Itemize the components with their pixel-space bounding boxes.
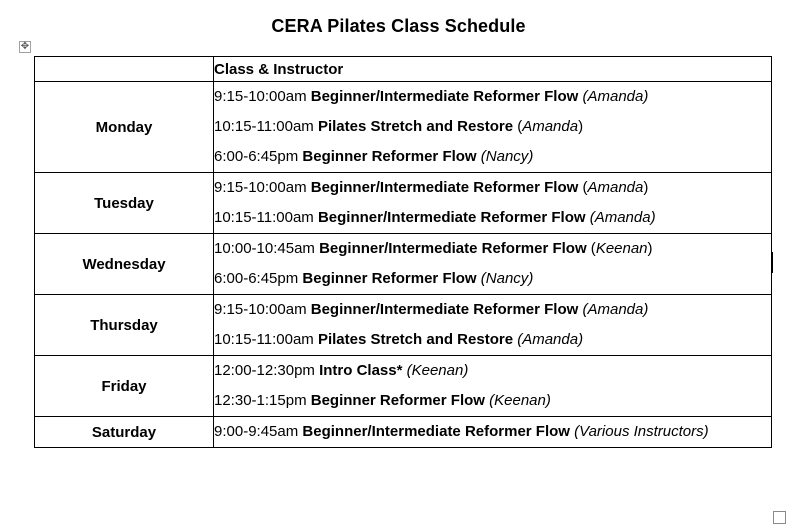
instructor-open-paren: ( (476, 148, 486, 165)
class-name: Beginner Reformer Flow (302, 270, 477, 287)
instructor-close-paren: ) (578, 118, 584, 135)
move-arrows-icon[interactable]: ✥ (20, 41, 30, 52)
class-instructor: Various Instructors (579, 423, 704, 440)
instructor-open-paren: ( (402, 362, 412, 379)
instructor-open-paren: ( (513, 118, 523, 135)
class-entry (214, 325, 771, 355)
instructor-open-paren: ( (513, 331, 523, 348)
instructor-close-paren: ) (643, 301, 649, 318)
day-row-tuesday (35, 173, 772, 234)
class-entry (214, 173, 771, 203)
class-time: 10:15-11:00am (214, 331, 314, 348)
instructor-open-paren: ( (569, 423, 580, 440)
schedule-table (34, 56, 772, 448)
class-instructor: Nancy (485, 270, 529, 287)
class-instructor: Amanda (522, 331, 579, 348)
class-instructor: Keenan (411, 362, 464, 379)
class-time: 9:15-10:00am (214, 301, 307, 318)
class-name: Beginner/Intermediate Reformer Flow (319, 240, 587, 257)
class-name: Beginner/Intermediate Reformer Flow (310, 179, 579, 196)
header-day-cell[interactable] (35, 57, 214, 82)
classes-cell[interactable] (214, 234, 772, 295)
resize-square-icon[interactable] (773, 511, 786, 524)
class-time: 9:15-10:00am (214, 88, 307, 105)
class-instructor: Amanda (587, 179, 644, 196)
class-name: Beginner Reformer Flow (310, 392, 485, 409)
day-cell[interactable]: Thursday (35, 295, 214, 356)
class-instructor: Keenan (494, 392, 546, 409)
class-entry (214, 142, 771, 172)
instructor-close-paren: ) (647, 240, 653, 257)
class-time: 9:15-10:00am (214, 179, 307, 196)
class-name: Beginner/Intermediate Reformer Flow (302, 423, 570, 440)
class-entry (214, 112, 771, 142)
instructor-open-paren: ( (578, 88, 588, 105)
class-instructor: Amanda (594, 209, 651, 226)
class-time: 10:15-11:00am (214, 209, 314, 226)
classes-cell[interactable] (214, 173, 772, 234)
instructor-open-paren: ( (578, 179, 588, 196)
class-entry (214, 82, 771, 112)
day-cell[interactable]: Monday (35, 82, 214, 173)
header-row (35, 57, 772, 82)
class-time: 10:00-10:45am (214, 240, 315, 257)
class-name: Beginner/Intermediate Reformer Flow (310, 301, 579, 318)
classes-cell[interactable] (214, 82, 772, 173)
class-time: 9:00-9:45am (214, 423, 299, 440)
classes-cell[interactable] (214, 356, 772, 417)
class-time: 12:00-12:30pm (214, 362, 315, 379)
class-entry (214, 234, 771, 264)
header-class-cell[interactable]: Class & Instructor (214, 57, 772, 82)
day-row-wednesday (35, 234, 772, 295)
instructor-close-paren: ) (528, 148, 534, 165)
day-cell[interactable]: Tuesday (35, 173, 214, 234)
classes-cell[interactable] (214, 295, 772, 356)
instructor-close-paren: ) (643, 88, 649, 105)
class-name: Beginner Reformer Flow (302, 148, 477, 165)
class-instructor: Nancy (485, 148, 529, 165)
day-cell[interactable]: Saturday (35, 417, 214, 448)
class-entry (214, 203, 771, 233)
class-time: 6:00-6:45pm (214, 148, 299, 165)
table-column-resize-marker[interactable] (772, 252, 773, 273)
day-cell[interactable]: Friday (35, 356, 214, 417)
class-entry (214, 356, 771, 386)
class-name: Pilates Stretch and Restore (317, 331, 514, 348)
document-title: CERA Pilates Class Schedule (271, 16, 526, 36)
instructor-open-paren: ( (484, 392, 495, 409)
class-instructor: Amanda (587, 301, 644, 318)
class-name: Intro Class* (319, 362, 403, 379)
instructor-open-paren: ( (586, 240, 596, 257)
classes-cell[interactable] (214, 417, 772, 448)
class-entry (214, 295, 771, 325)
day-cell[interactable]: Wednesday (35, 234, 214, 295)
class-entry (214, 386, 771, 416)
instructor-open-paren: ( (585, 209, 595, 226)
instructor-close-paren: ) (545, 392, 551, 409)
class-time: 10:15-11:00am (214, 118, 314, 135)
day-row-saturday (35, 417, 772, 448)
day-row-monday (35, 82, 772, 173)
class-time: 6:00-6:45pm (214, 270, 299, 287)
instructor-open-paren: ( (578, 301, 588, 318)
class-instructor: Amanda (522, 118, 579, 135)
class-name: Beginner/Intermediate Reformer Flow (310, 88, 579, 105)
class-entry (214, 264, 771, 294)
instructor-close-paren: ) (528, 270, 534, 287)
instructor-close-paren: ) (578, 331, 584, 348)
instructor-close-paren: ) (463, 362, 469, 379)
class-instructor: Amanda (587, 88, 644, 105)
instructor-close-paren: ) (650, 209, 656, 226)
class-time: 12:30-1:15pm (214, 392, 307, 409)
day-row-friday (35, 356, 772, 417)
class-instructor: Keenan (595, 240, 648, 257)
class-entry (214, 417, 771, 447)
day-row-thursday (35, 295, 772, 356)
class-name: Beginner/Intermediate Reformer Flow (317, 209, 586, 226)
instructor-close-paren: ) (643, 179, 649, 196)
instructor-close-paren: ) (703, 423, 709, 440)
class-name: Pilates Stretch and Restore (317, 118, 514, 135)
instructor-open-paren: ( (476, 270, 486, 287)
